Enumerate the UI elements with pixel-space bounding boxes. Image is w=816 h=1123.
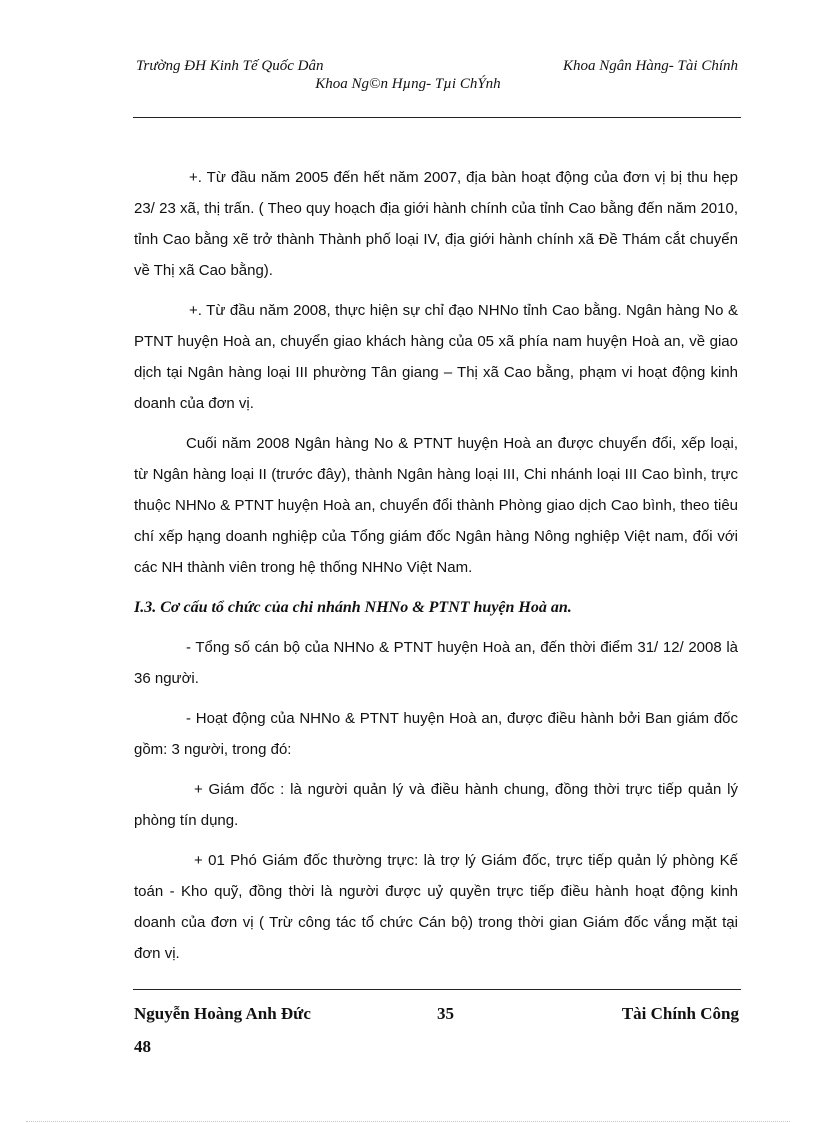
- header-faculty-garbled: Khoa Ng©n Hµng- Tµi ChÝnh: [315, 76, 501, 92]
- paragraph-director: + Giám đốc : là người quản lý và điều hành chung, đồng thời trực tiếp quản lý phòng tín dụng.: [134, 781, 738, 829]
- paragraph-board: - Hoạt động của NHNo & PTNT huyện Hoà an, được điều hành bởi Ban giám đốc gồm: 3 người, trong đó:: [134, 710, 738, 758]
- paragraph-deputy-director: + 01 Phó Giám đốc thường trực: là trợ lý Giám đốc, trực tiếp quản lý phòng Kế toán - Kho quỹ, đồng thời là người được uỷ quyền trực tiếp điều hành hoạt động kinh doanh của đơn vị ( Trừ công tác tổ chức Cán bộ) trong thời gian Giám đốc vắng mặt tại đơn vị.: [134, 852, 738, 962]
- paragraph-staff-count: - Tổng số cán bộ của NHNo & PTNT huyện Hoà an, đến thời điểm 31/ 12/ 2008 là 36 người.: [134, 639, 738, 687]
- footer-author: Nguyễn Hoàng Anh Đức: [134, 1004, 311, 1023]
- footer-rule: [133, 989, 741, 990]
- header-faculty: Khoa Ngân Hàng- Tài Chính: [562, 58, 738, 74]
- page-body: [134, 162, 738, 978]
- paragraph-area-narrowing: +. Từ đầu năm 2005 đến hết năm 2007, địa bàn hoạt động của đơn vị bị thu hẹp 23/ 23 xã, thị trấn. ( Theo quy hoạch địa giới hành chính của tỉnh Cao bằng đến năm 2010, tỉnh Cao bằng xẽ trở thành Thành phố loại IV, địa giới hành chính xã Đề Thám cắt chuyển về Thị xã Cao bằng).: [134, 169, 738, 279]
- header-school: Trường ĐH Kinh Tế Quốc Dân: [136, 58, 324, 74]
- section-heading: I.3. Cơ cấu tổ chức của chi nhánh NHNo & PTNT huyện Hoà an.: [134, 599, 572, 616]
- footer-department: Tài Chính Công: [621, 1004, 739, 1023]
- page-number: 35: [437, 1004, 454, 1023]
- footer-class: 48: [134, 1037, 151, 1056]
- page-edge-dotted-line: [26, 1121, 790, 1122]
- paragraph-reclassification: Cuối năm 2008 Ngân hàng No & PTNT huyện Hoà an được chuyển đổi, xếp loại, từ Ngân hàng loại II (trước đây), thành Ngân hàng loại III, Chi nhánh loại III Cao bình, trực thuộc NHNo & PTNT huyện Hoà an, chuyển đổi thành Phòng giao dịch Cao bình, theo tiêu chí xếp hạng doanh nghiệp của Tổng giám đốc Ngân hàng Nông nghiệp Việt nam, đối với các NH thành viên trong hệ thống NHNo Việt Nam.: [134, 435, 738, 576]
- paragraph-customer-transfer: +. Từ đầu năm 2008, thực hiện sự chỉ đạo NHNo tỉnh Cao bằng. Ngân hàng No & PTNT huyện Hoà an, chuyển giao khách hàng của 05 xã phía nam huyện Hoà an, về giao dịch tại Ngân hàng loại III phường Tân giang – Thị xã Cao bằng, phạm vi hoạt động kinh doanh của đơn vị.: [134, 302, 738, 412]
- header-rule: [133, 117, 741, 118]
